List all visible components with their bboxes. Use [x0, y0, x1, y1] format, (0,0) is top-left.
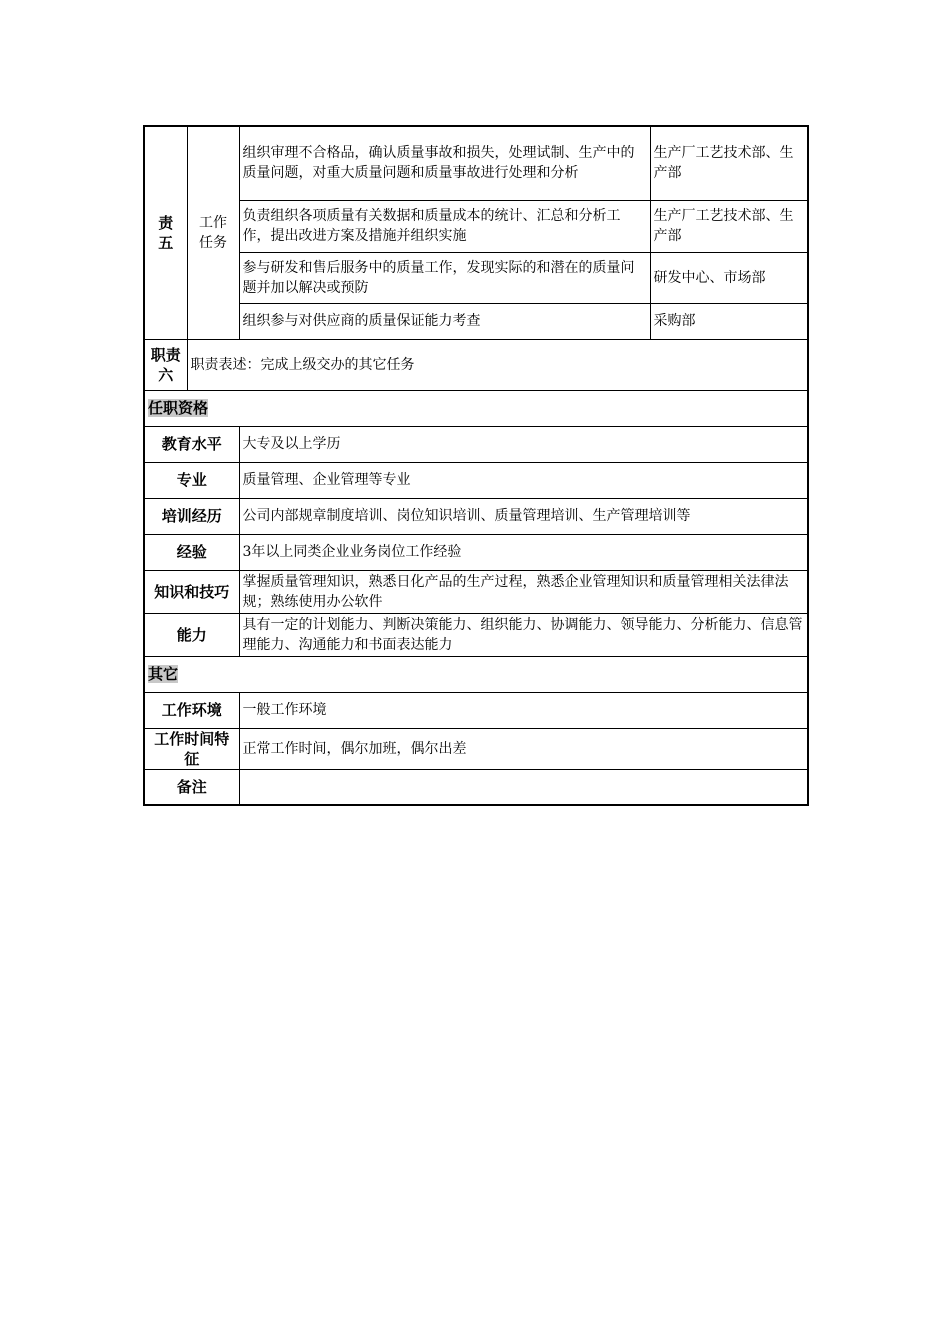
others-header-row	[144, 656, 808, 692]
qualification-label: 能力	[144, 613, 239, 656]
qualification-label: 教育水平	[144, 426, 239, 462]
qualification-value: 具有一定的计划能力、判断决策能力、组织能力、协调能力、领导能力、分析能力、信息管理能力、沟通能力和书面表达能力	[239, 613, 808, 656]
qualification-row	[144, 462, 808, 498]
qualification-label: 专业	[144, 462, 239, 498]
qualification-row	[144, 534, 808, 570]
duty6-description: 职责表述：完成上级交办的其它任务	[187, 339, 808, 390]
qualification-label: 培训经历	[144, 498, 239, 534]
duty5-task-text: 组织参与对供应商的质量保证能力考查	[239, 303, 650, 339]
others-row	[144, 692, 808, 728]
duty5-task-row	[144, 200, 808, 252]
others-label: 备注	[144, 769, 239, 805]
others-title	[144, 656, 808, 692]
others-row	[144, 769, 808, 805]
duty5-task-row	[144, 126, 808, 200]
duty5-task-row	[144, 252, 808, 303]
qualification-value: 3年以上同类企业业务岗位工作经验	[239, 534, 808, 570]
qualification-value: 公司内部规章制度培训、岗位知识培训、质量管理培训、生产管理培训等	[239, 498, 808, 534]
qualification-label: 知识和技巧	[144, 570, 239, 613]
qualifications-header-row	[144, 390, 808, 426]
duty5-task-dept: 生产厂工艺技术部、生产部	[650, 126, 808, 200]
duty5-task-dept: 采购部	[650, 303, 808, 339]
duty5-task-dept: 研发中心、市场部	[650, 252, 808, 303]
duty5-task-dept: 生产厂工艺技术部、生产部	[650, 200, 808, 252]
others-label: 工作时间特征	[144, 728, 239, 769]
others-value	[239, 769, 808, 805]
duty6-label: 职责六	[144, 339, 187, 390]
duty5-label: 责五	[144, 126, 187, 339]
qualifications-title-text: 任职资格	[148, 399, 209, 417]
qualification-row	[144, 570, 808, 613]
others-value: 一般工作环境	[239, 692, 808, 728]
qualifications-title	[144, 390, 808, 426]
job-description-table	[143, 125, 809, 806]
qualification-value: 质量管理、企业管理等专业	[239, 462, 808, 498]
others-row	[144, 728, 808, 769]
qualification-value: 掌握质量管理知识，熟悉日化产品的生产过程，熟悉企业管理知识和质量管理相关法律法规；熟练使用办公软件	[239, 570, 808, 613]
qualification-row	[144, 613, 808, 656]
qualification-label: 经验	[144, 534, 239, 570]
duty5-task-text: 参与研发和售后服务中的质量工作，发现实际的和潜在的质量问题并加以解决或预防	[239, 252, 650, 303]
qualification-row	[144, 498, 808, 534]
others-value: 正常工作时间，偶尔加班，偶尔出差	[239, 728, 808, 769]
qualification-value: 大专及以上学历	[239, 426, 808, 462]
others-title-text: 其它	[148, 665, 179, 683]
duty5-task-text: 负责组织各项质量有关数据和质量成本的统计、汇总和分析工作，提出改进方案及措施并组织实施	[239, 200, 650, 252]
others-label: 工作环境	[144, 692, 239, 728]
duty5-task-text: 组织审理不合格品，确认质量事故和损失，处理试制、生产中的质量问题，对重大质量问题和质量事故进行处理和分析	[239, 126, 650, 200]
duty6-row	[144, 339, 808, 390]
qualification-row	[144, 426, 808, 462]
duty5-task-row	[144, 303, 808, 339]
duty5-sublabel: 工作任务	[187, 126, 239, 339]
